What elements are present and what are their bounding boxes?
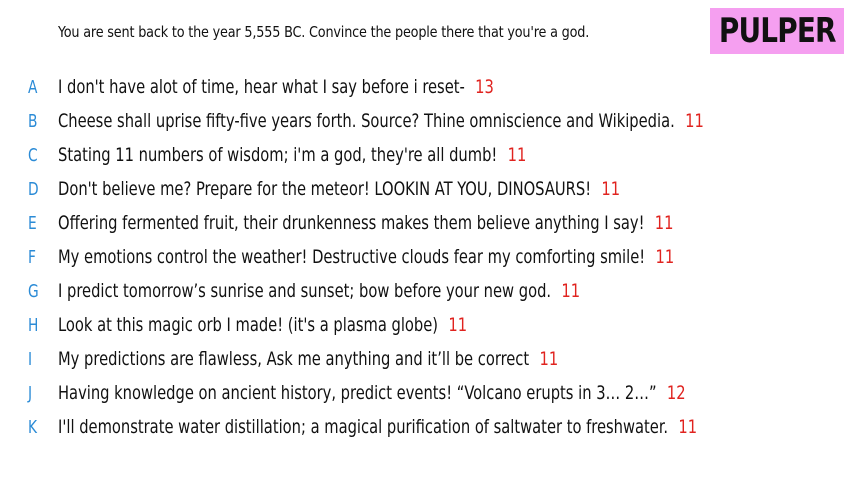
logo-text: PULPER — [718, 11, 836, 51]
answer-letter: H — [28, 314, 39, 336]
answer-content — [58, 144, 526, 166]
answer-letter: A — [28, 76, 38, 98]
answer-letter: G — [28, 280, 39, 302]
answer-text: Stating 11 numbers of wisdom; i'm a god, they're all dumb! — [58, 144, 498, 166]
answer-text: Offering fermented fruit, their drunkenness makes them believe anything I say! — [58, 212, 645, 234]
answer-content — [58, 212, 674, 234]
answer-score: 11 — [539, 348, 559, 370]
answer-score: 11 — [561, 280, 581, 302]
answer-text: Don't believe me? Prepare for the meteor! LOOKIN AT YOU, DINOSAURS! — [58, 178, 592, 200]
pulper-logo — [710, 8, 844, 54]
answer-letter: I — [28, 348, 33, 370]
answer-score: 12 — [666, 382, 686, 404]
answer-letter: C — [28, 144, 38, 166]
answer-score: 11 — [678, 416, 698, 438]
answer-letter: K — [28, 416, 38, 438]
answer-letter: E — [28, 212, 37, 234]
answer-text: My emotions control the weather! Destructive clouds fear my comforting smile! — [58, 246, 646, 268]
answer-letter: B — [28, 110, 38, 132]
answer-content — [58, 246, 674, 268]
answer-text: Look at this magic orb I made! (it's a plasma globe) — [58, 314, 439, 336]
answer-content — [58, 314, 467, 336]
answer-text: Having knowledge on ancient history, predict events! “Volcano erupts in 3… 2…” — [58, 382, 657, 404]
answer-content — [58, 416, 697, 438]
answer-content — [58, 280, 580, 302]
answer-content — [58, 178, 620, 200]
answer-text: I'll demonstrate water distillation; a magical purification of saltwater to freshwater. — [58, 416, 669, 438]
answer-text: I don't have alot of time, hear what I say before i reset- — [58, 76, 465, 98]
answer-text: My predictions are flawless, Ask me anything and it’ll be correct — [58, 348, 530, 370]
answer-score: 11 — [448, 314, 468, 336]
answer-content — [58, 76, 494, 98]
answer-letter: F — [28, 246, 36, 268]
prompt-text: You are sent back to the year 5,555 BC. Convince the people there that you're a god. — [58, 23, 590, 41]
answer-score: 11 — [685, 110, 704, 132]
answer-text: Cheese shall uprise fifty-five years forth. Source? Thine omniscience and Wikipedia. — [58, 110, 675, 132]
answer-content — [58, 382, 686, 404]
answer-letter: J — [28, 382, 33, 404]
answer-score: 13 — [475, 76, 494, 98]
answer-letter: D — [28, 178, 39, 200]
answer-score: 11 — [655, 246, 675, 268]
answer-score: 11 — [654, 212, 674, 234]
answer-text: I predict tomorrow’s sunrise and sunset; bow before your new god. — [58, 280, 552, 302]
answer-score: 11 — [507, 144, 527, 166]
answer-score: 11 — [601, 178, 621, 200]
answer-content — [58, 110, 704, 132]
answer-content — [58, 348, 558, 370]
